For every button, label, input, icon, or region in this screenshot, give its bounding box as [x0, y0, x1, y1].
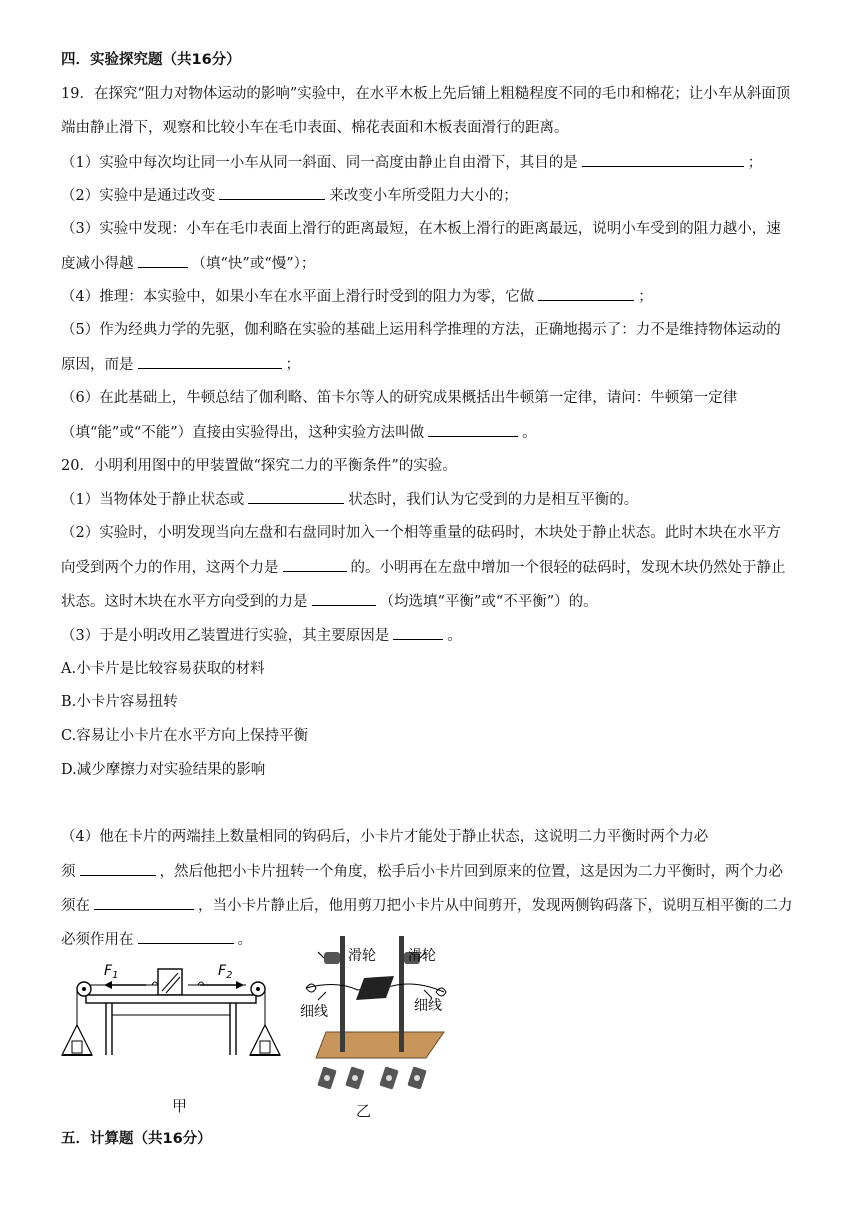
q20-p4-text-b: ，然后他把小卡片扭转一个角度，松手后小卡片回到原来的位置，这是因为二力平衡时，两个力必 — [159, 864, 783, 880]
q19-p3-answer-blank[interactable] — [138, 253, 188, 268]
q20-p3-text: （3）于是小明改用乙装置进行实验，其主要原因是 — [61, 628, 390, 644]
q19-p5-text: 原因，而是 — [61, 357, 134, 373]
q20-p4-answer-blank-2[interactable] — [94, 895, 194, 910]
q20-p2-text-c: 状态。这时木块在水平方向受到的力是 — [61, 594, 308, 610]
q19-p2-answer-blank[interactable] — [219, 185, 325, 200]
table-top — [86, 995, 256, 1003]
q20-p2-text-d: （均选填“平衡”或“不平衡”）的。 — [379, 594, 598, 610]
q20-part-4-line-3 — [61, 895, 793, 916]
q19-p6-end: 。 — [522, 425, 537, 441]
q19-p2-text: （2）实验中是通过改变 — [61, 188, 216, 204]
q19-p2-end: 来改变小车所受阻力大小的； — [329, 188, 518, 204]
small-card — [356, 976, 394, 1000]
q19-part-6-line-2 — [61, 422, 537, 443]
q19-part-3-line-2 — [61, 253, 315, 274]
q20-part-2-line-1: （2）实验时，小明发现当向左盘和右盘同时加入一个相等重量的砝码时，木块处于静止状态。此时木块在水平方 — [61, 525, 781, 541]
thread-label-right: 细线 — [414, 998, 442, 1014]
q19-p5-answer-blank[interactable] — [138, 354, 282, 369]
q20-option-b: B.小卡片容易扭转 — [61, 694, 178, 710]
figure-jia-caption: 甲 — [172, 1097, 188, 1115]
q20-part-2-line-3 — [61, 591, 598, 612]
q19-part-6-line-1: （6）在此基础上，牛顿总结了伽利略、笛卡尔等人的研究成果概括出牛顿第一定律，请问：牛顿第一定律 — [61, 390, 738, 406]
q20-p4-answer-blank-1[interactable] — [80, 861, 156, 876]
q20-stem: 20．小明利用图中的甲装置做“探究二力的平衡条件”的实验。 — [61, 458, 457, 474]
q19-part-3-line-1: （3）实验中发现：小车在毛巾表面上滑行的距离最短，在木板上滑行的距离最远，说明小车受到的阻力越小，速 — [61, 221, 781, 237]
q20-part-1 — [61, 489, 638, 510]
left-pole — [340, 936, 345, 1052]
q20-p1-text: （1）当物体处于静止状态或 — [61, 492, 245, 508]
q20-p1-answer-blank[interactable] — [248, 489, 344, 504]
q19-p1-end: ； — [747, 155, 763, 171]
force-f1-label: $F_1$ — [104, 963, 119, 981]
q20-p3-answer-blank[interactable] — [393, 625, 443, 640]
q20-p4-answer-blank-3[interactable] — [138, 929, 234, 944]
q20-part-3 — [61, 625, 462, 646]
q20-option-d: D.减少摩擦力对实验结果的影响 — [61, 762, 266, 778]
q20-p4-text-a: 须 — [61, 864, 76, 880]
q20-p2-answer-blank-1[interactable] — [283, 557, 347, 572]
q20-p4-text-e: 必须作用在 — [61, 932, 134, 948]
q20-p1-end: 状态时，我们认为它受到的力是相互平衡的。 — [348, 492, 639, 508]
q20-p2-text-b: 的。小明再在左盘中增加一个很轻的砝码时，发现木块仍然处于静止 — [350, 560, 786, 576]
thread-label-left: 细线 — [300, 1004, 328, 1020]
hook-weights — [317, 1066, 426, 1089]
q19-p4-end: ； — [638, 289, 653, 305]
q19-p5-end: ； — [285, 357, 300, 373]
q19-part-1 — [61, 152, 762, 173]
section-5-title: 五．计算题（共16分） — [61, 1131, 212, 1147]
wooden-base — [316, 1032, 444, 1058]
q20-p4-text-c: 须在 — [61, 898, 90, 914]
q19-stem-line-2: 端由静止滑下，观察和比较小车在毛巾表面、棉花表面和木板表面滑行的距离。 — [61, 120, 569, 136]
q19-p6-answer-blank[interactable] — [428, 422, 518, 437]
pulley-label-left: 滑轮 — [348, 948, 376, 964]
q20-part-4-line-2 — [61, 861, 783, 882]
q20-p3-end: 。 — [447, 628, 462, 644]
q19-part-5-line-2 — [61, 354, 300, 375]
q20-part-4-line-1: （4）他在卡片的两端挂上数量相同的钩码后，小卡片才能处于静止状态，这说明二力平衡时两个力必 — [61, 829, 709, 845]
q19-part-5-line-1: （5）作为经典力学的先驱，伽利略在实验的基础上运用科学推理的方法，正确地揭示了：力不是维持物体运动的 — [61, 322, 781, 338]
q19-p1-text: （1）实验中每次均让同一小车从同一斜面、同一高度由静止自由滑下，其目的是 — [61, 155, 578, 171]
figure-yi-caption: 乙 — [356, 1102, 372, 1120]
q19-p4-answer-blank[interactable] — [538, 286, 634, 301]
q19-p3-text: 度减小得越 — [61, 256, 134, 272]
q20-option-a: A.小卡片是比较容易获取的材料 — [61, 661, 265, 677]
left-pulley-icon — [324, 952, 340, 964]
q20-p2-text-a: 向受到两个力的作用，这两个力是 — [61, 560, 279, 576]
q20-part-4-line-4 — [61, 929, 252, 950]
section-4-title: 四．实验探究题（共16分） — [61, 52, 241, 68]
q20-option-c: C.容易让小卡片在水平方向上保持平衡 — [61, 728, 309, 744]
q19-p6-text: （填“能”或“不能”）直接由实验得出，这种实验方法叫做 — [61, 425, 425, 441]
q20-p2-answer-blank-2[interactable] — [312, 591, 376, 606]
pulley-label-right: 滑轮 — [408, 948, 436, 964]
q19-p3-end: （填“快”或“慢”）； — [191, 256, 316, 272]
figure-jia — [60, 955, 290, 1065]
q20-p4-text-d: ，当小卡片静止后，他用剪刀把小卡片从中间剪开，发现两侧钩码落下，说明互相平衡的二力 — [198, 898, 793, 914]
figure-yi — [296, 930, 456, 1098]
q19-p1-answer-blank[interactable] — [582, 152, 744, 167]
q20-p4-text-f: 。 — [237, 932, 252, 948]
q20-part-2-line-2 — [61, 557, 786, 578]
q19-stem-line-1: 19．在探究“阻力对物体运动的影响”实验中，在水平木板上先后铺上粗糙程度不同的毛巾和棉花；让小车从斜面顶 — [61, 86, 791, 102]
right-pole — [399, 936, 404, 1052]
q19-part-4 — [61, 286, 653, 307]
q19-p4-text: （4）推理：本实验中，如果小车在水平面上滑行时受到的阻力为零，它做 — [61, 289, 535, 305]
force-f2-label: $F_2$ — [218, 963, 233, 981]
q19-part-2 — [61, 185, 518, 206]
